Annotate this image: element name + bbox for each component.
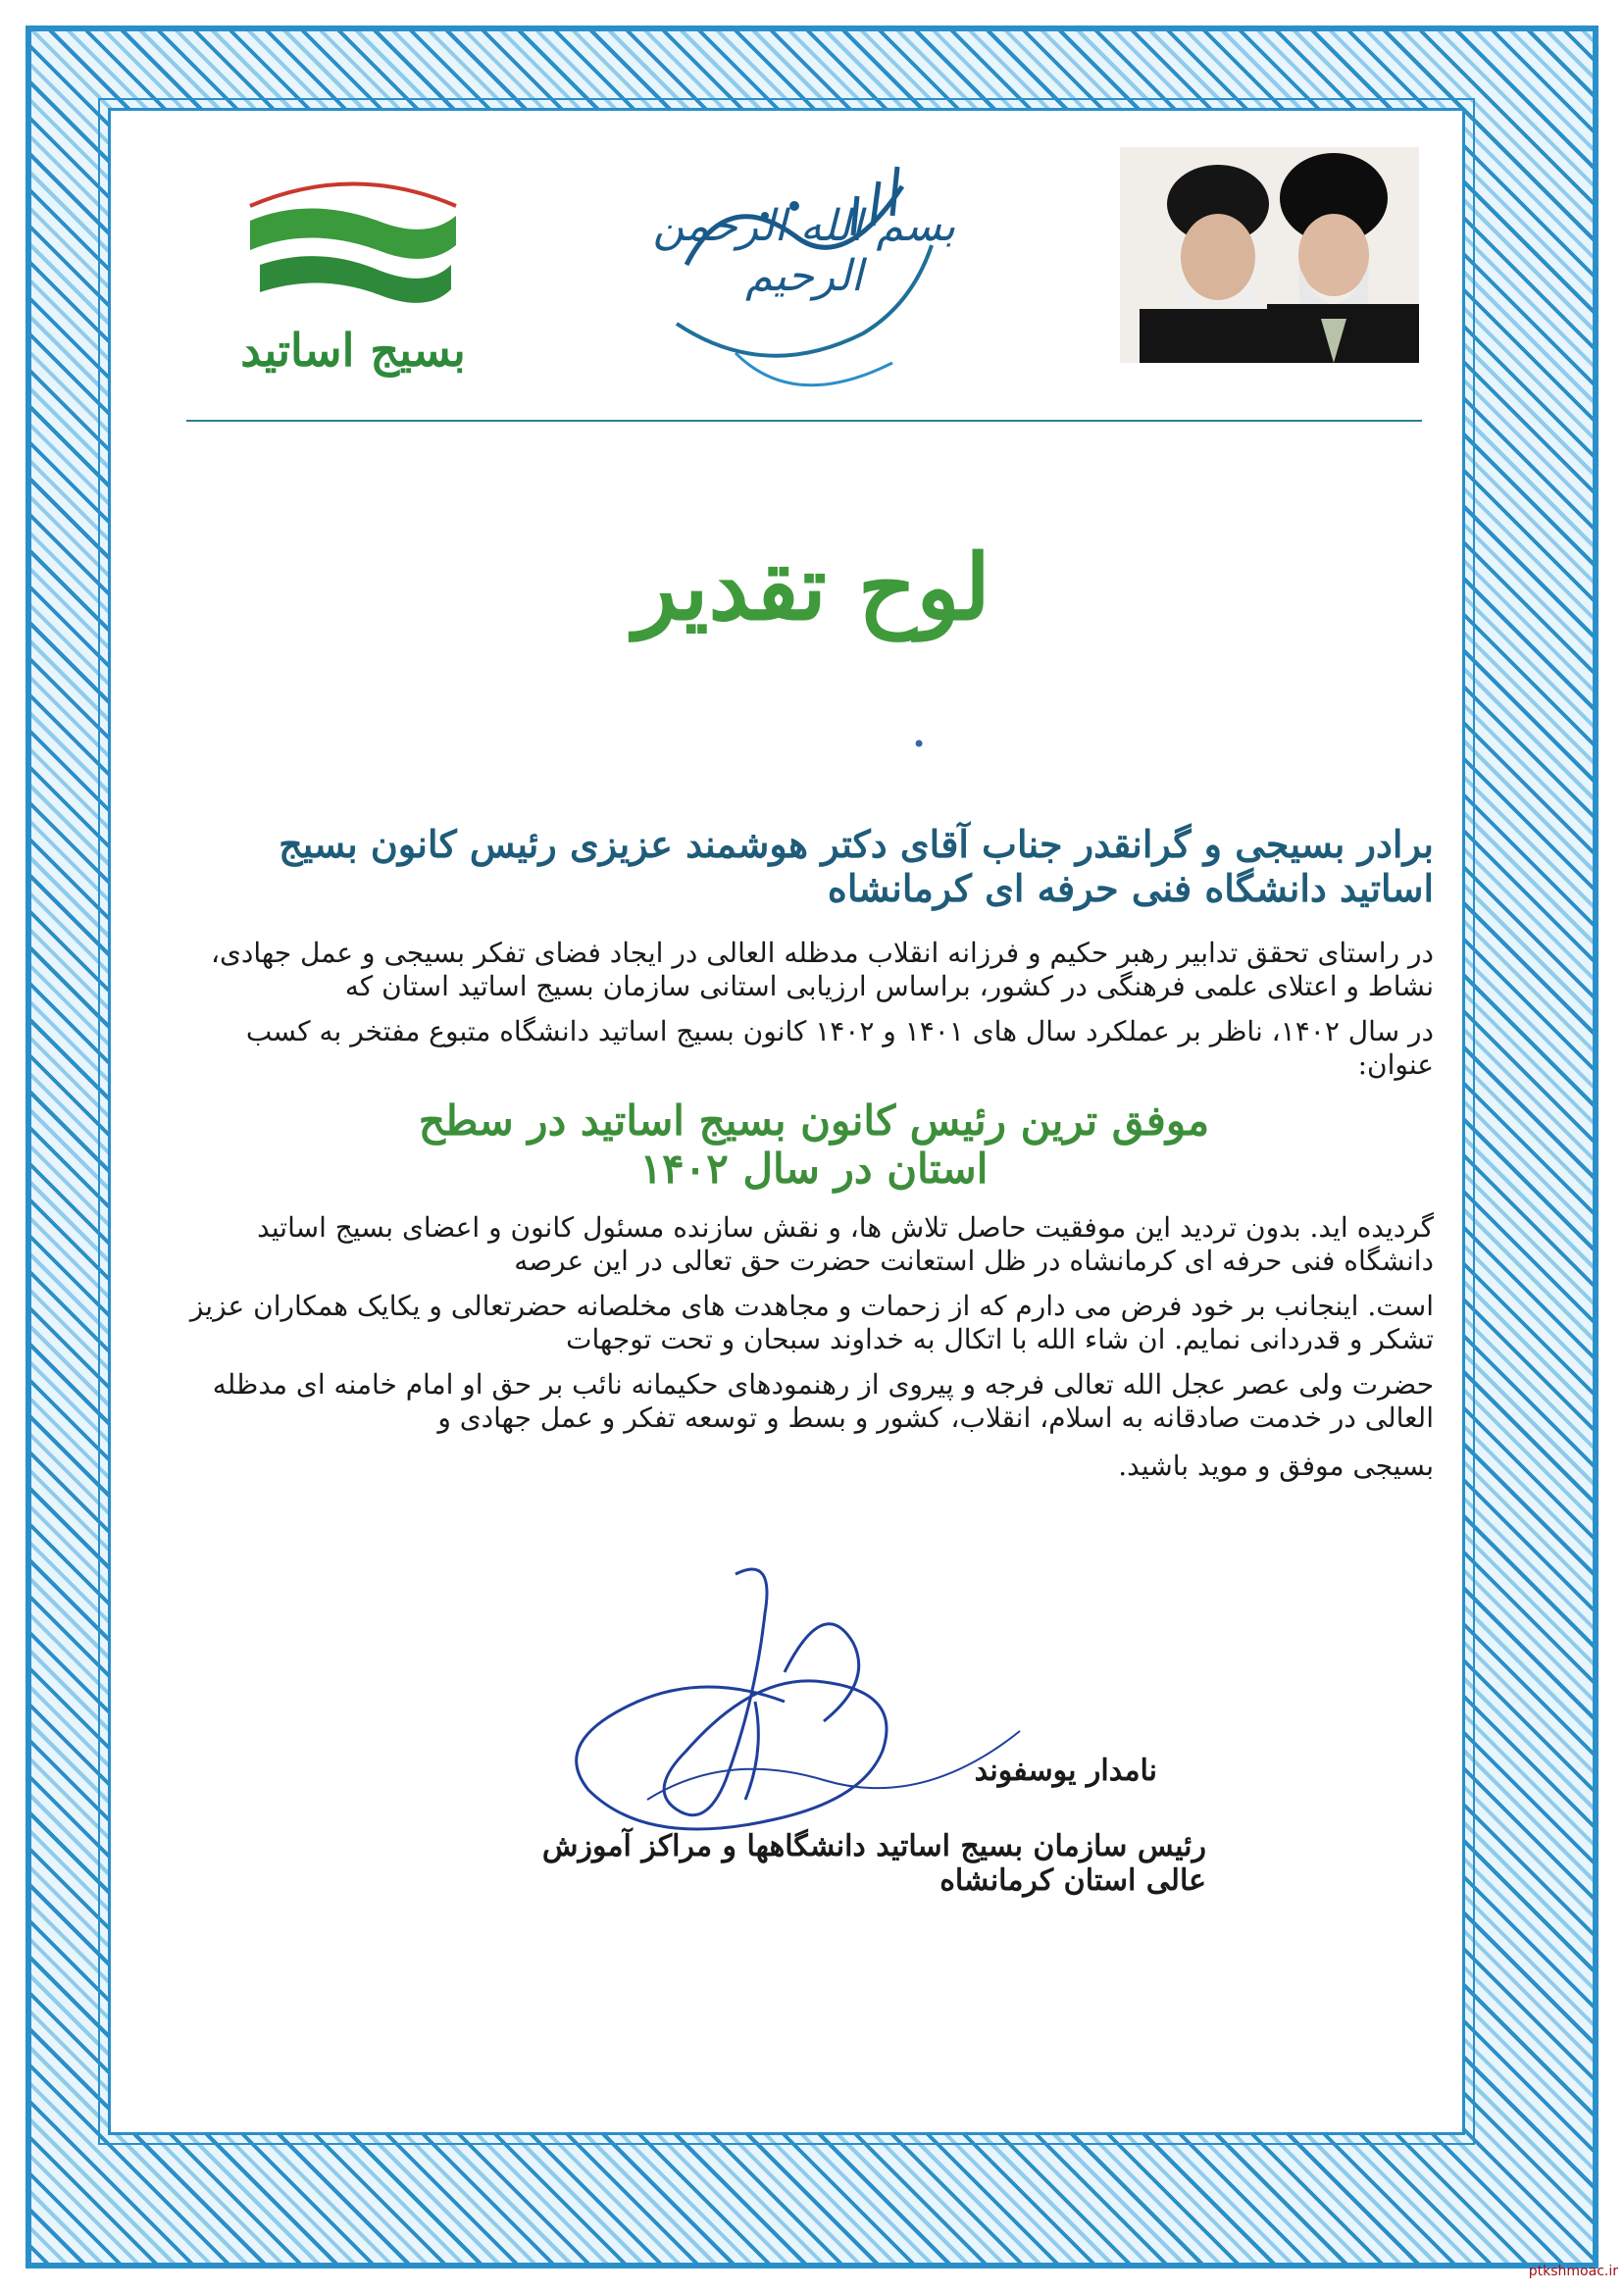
ink-mark: •	[912, 731, 927, 758]
signer-title: رئیس سازمان بسیج اساتید دانشگاهها و مراکز آموزش عالی استان کرمانشاه	[541, 1829, 1206, 1898]
logo-icon	[230, 167, 476, 333]
logo-text: بسیج اساتید	[240, 324, 466, 377]
header-divider	[186, 420, 1422, 422]
achievement-title: موفق ترین رئیس کانون بسیج اساتید در سطح استان در سال ۱۴۰۲	[418, 1096, 1210, 1193]
body-line-2: است. اینجانب بر خود فرض می دارم که از زحمات و مجاهدت های مخلصانه حضرتعالی و یکایک همکاران عزیز تشکر و قدردانی نمایم. ان شاء الله با اتکال به خداوند سبحان و تحت توجهات	[189, 1290, 1434, 1355]
intro-line-1: در راستای تحقق تدابیر رهبر حکیم و فرزانه انقلاب مدظله العالی در ایجاد فضای تفکر بسیجی و عمل جهادی، نشاط و اعتلای علمی فرهنگی در کشور، براساس ارزیابی استانی سازمان بسیج اساتید استان که	[210, 937, 1434, 1002]
recipient-line: برادر بسیجی و گرانقدر جناب آقای دکتر هوشمند عزیزی رئیس کانون بسیج اساتید دانشگاه فنی حرفه ای کرمانشاه	[279, 822, 1434, 910]
signer-name: نامدار یوسفوند	[974, 1754, 1157, 1788]
body-line-4: بسیجی موفق و موید باشید.	[1118, 1450, 1434, 1482]
handwritten-signature	[530, 1555, 1040, 1849]
certificate-title: لوح تقدیر	[634, 535, 990, 640]
basmala-text: بسم الله الرحمن الرحیم	[652, 201, 956, 301]
body-line-3: حضرت ولی عصر عجل الله تعالی فرجه و پیروی از رهنمودهای حکیمانه نائب بر حق او امام خامنه ای مدظله العالی در خدمت صادقانه به اسلام، انقلاب، کشور و بسط و توسعه تفکر و عمل جهادی و	[212, 1368, 1434, 1434]
site-watermark: ptkshmoac.ir	[1528, 2264, 1618, 2279]
body-line-1: گردیده اید. بدون تردید این موفقیت حاصل تلاش ها، و نقش سازنده مسئول کانون و اعضای بسیج اساتید دانشگاه فنی حرفه ای کرمانشاه در ظل استعانت حضرت حق تعالی در این عرصه	[257, 1211, 1434, 1277]
leaders-portrait	[1120, 147, 1419, 363]
intro-line-2: در سال ۱۴۰۲، ناظر بر عملکرد سال های ۱۴۰۱ و ۱۴۰۲ کانون بسیج اساتید دانشگاه متبوع مفتخر به کسب عنوان:	[245, 1015, 1434, 1081]
basij-asatid-logo	[230, 167, 476, 382]
basmala-calligraphy	[647, 127, 961, 422]
